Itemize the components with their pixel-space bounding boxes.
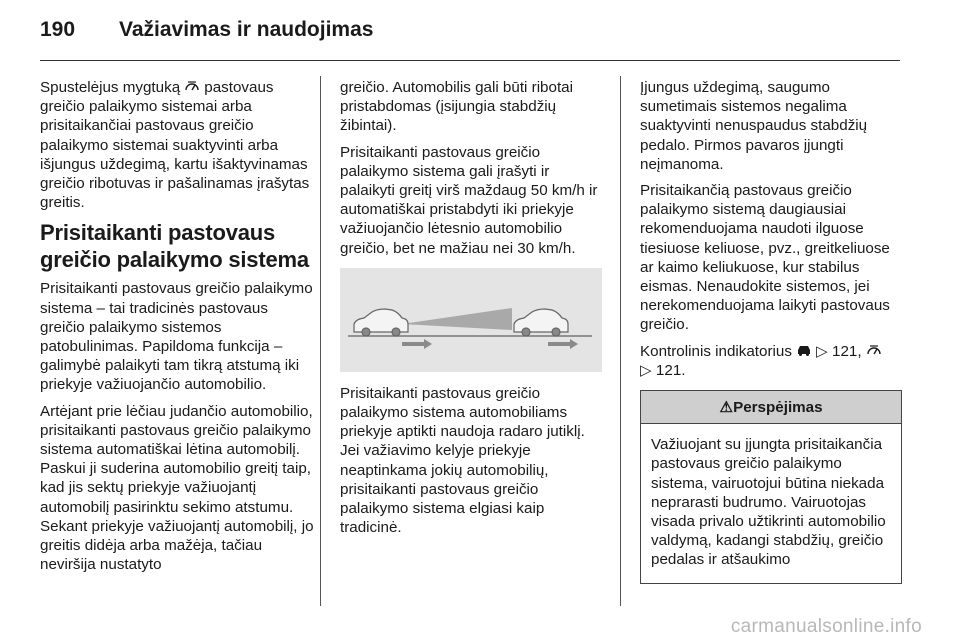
column-3 bbox=[640, 78, 902, 584]
speed-limiter-icon bbox=[866, 343, 882, 359]
warning-header bbox=[641, 391, 901, 424]
paragraph bbox=[40, 78, 314, 212]
paragraph: Prisitaikanti pastovaus greičio palaikymo sistema gali įrašyti ir palaikyti greitį virš maždaug 50 km/h ir automatiškai pristabdyti iki priekyje važiuojančio lėtesnio automobilio greičio, bet ne mažiau nei 30 km/h. bbox=[340, 143, 598, 257]
page-ref-icon: ▷ bbox=[816, 342, 828, 360]
arrow-right-icon bbox=[402, 339, 432, 349]
paragraph: Artėjant prie lėčiau judančio automobilio, prisitaikanti pastovaus greičio palaikymo sistema automatiškai lėtina automobilį. Paskui ji suderina automobilio greitį taip, kad jis sektų priekyje važiuojantį automobilį pasirinktu sekimo atstumu. Sekant priekyje važiuojantį automobilį, jo greitis didėja arba mažėja, tačiau neviršija nustatyto bbox=[40, 402, 314, 574]
car-indicator-icon bbox=[796, 343, 816, 359]
paragraph-text: Spustelėjus mygtuką bbox=[40, 79, 181, 96]
column-2 bbox=[340, 78, 604, 544]
radar-illustration bbox=[340, 268, 602, 372]
page-ref[interactable]: 121, bbox=[832, 342, 862, 360]
column-divider-2 bbox=[620, 76, 621, 606]
paragraph: Prisitaikanti pastovaus greičio palaikymo sistema automobiliams priekyje aptikti naudoja radaro jutiklį. Jei važiavimo kelyje priekyje neaptinkama jokių automobilių, prisitaikanti pastovaus greičio palaikymo sistema elgiasi kaip tradicinė. bbox=[340, 384, 585, 537]
own-car-icon bbox=[354, 309, 408, 336]
paragraph: Prisitaikanti pastovaus greičio palaikymo sistema – tai tradicinės pastovaus greičio palaikymo sistemos patobulinimas. Papildoma funkcija – galimybė palaikyti tam tikrą atstumą iki priekyje važiuojančio automobilio. bbox=[40, 280, 313, 394]
watermark: carmanualsonline.info bbox=[730, 616, 922, 637]
column-divider-1 bbox=[320, 76, 321, 606]
page-ref-icon: ▷ bbox=[640, 361, 652, 379]
page-number: 190 bbox=[40, 18, 76, 41]
section-heading: Prisitaikanti pastovaus greičio palaikymo sistema bbox=[40, 220, 309, 273]
warning-box bbox=[640, 390, 902, 584]
header-divider bbox=[40, 60, 900, 61]
warning-title: Perspėjimas bbox=[733, 399, 823, 417]
page-ref[interactable]: 121. bbox=[655, 361, 686, 379]
paragraph: Prisitaikančią pastovaus greičio palaikymo sistemą daugiausiai rekomenduojama naudoti ilguose tiesiuose keliuose, pvz., greitkeliuose ar kaimo keliukuose, kur stabilus eismas. Nenaudokite sistemos, jei nerekomenduojama laikyti pastovaus greičio. bbox=[640, 182, 890, 334]
arrow-right-icon bbox=[548, 339, 578, 349]
warning-body: Važiuojant su įjungta prisitaikančia pastovaus greičio palaikymo sistema, vairuotojui būtina niekada neprarasti budrumo. Vairuotojas visada privalo užtikrinti automobilio valdymą, kadangi stabdžių, greičio pedalas ir atšaukimo bbox=[651, 436, 886, 569]
page-title: Važiavimas ir naudojimas bbox=[119, 18, 374, 41]
speed-limiter-icon bbox=[184, 79, 204, 95]
paragraph-text: Kontrolinis indikatorius bbox=[640, 342, 792, 360]
radar-beam bbox=[402, 308, 512, 330]
paragraph: Įjungus uždegimą, saugumo sumetimais sistemos negalima suaktyvinti nenuspaudus stabdžių pedalo. Pirmos pavaros įjungti neįmanoma. bbox=[640, 79, 868, 173]
paragraph bbox=[640, 342, 902, 380]
vehicle-ahead-icon bbox=[514, 309, 568, 336]
warning-icon: ⚠ bbox=[719, 399, 734, 417]
column-1 bbox=[40, 78, 314, 581]
paragraph-text: pastovaus greičio palaikymo sistemai arba prisitaikančiai pastovaus greičio palaikymo sistemai suaktyvinti arba išjungus uždegimą, kartu išaktyvinamas greičio ribotuvas ir pašalinamas įrašytas greitis. bbox=[40, 79, 310, 212]
paragraph: greičio. Automobilis gali būti ribotai pristabdomas (įsijungia stabdžių žibintai). bbox=[340, 79, 573, 135]
